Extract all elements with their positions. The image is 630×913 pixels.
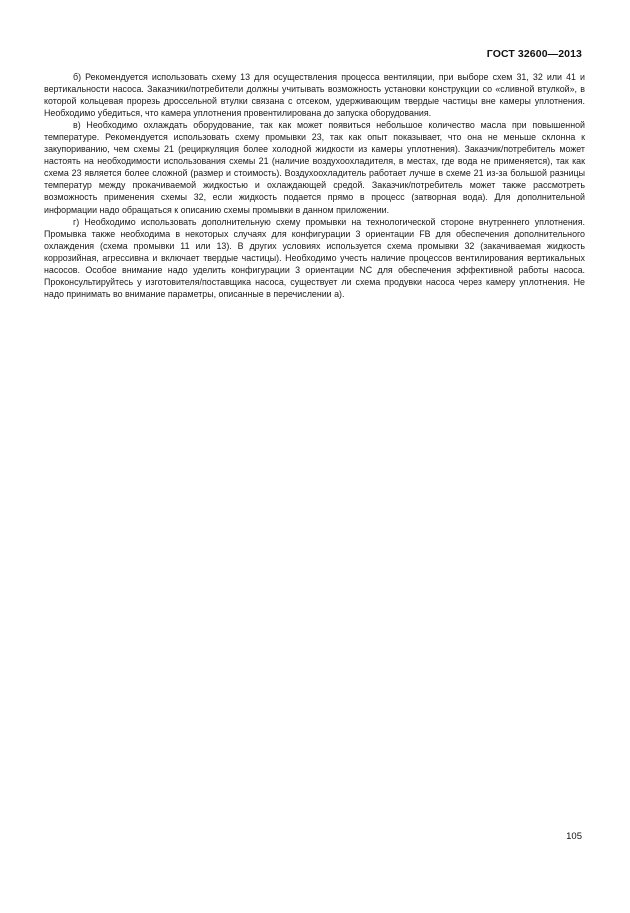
paragraph-b: б) Рекомендуется использовать схему 13 для осуществления процесса вентиляции, при выборе схем 31, 32 или 41 и вертикальности насоса. Заказчики/потребители должны учитывать возможность установки конструкции со «сливной втулкой», в которой кольцевая прорезь дроссельной втулки связана с отсеком, удерживающим твердые частицы вне камеры уплотнения. Необходимо убедиться, что камера уплотнения провентилирована до запуска оборудования.	[44, 72, 585, 119]
paragraph-g: г) Необходимо использовать дополнительную схему промывки на технологической стороне внутреннего уплотнения. Промывка также необходима в некоторых случаях для конфигурации 3 ориентации FB для обеспечения дополнительного охлаждения (схема промывки 11 или 13). В других условиях используется схема промывки 32 (закачиваемая жидкость коррозийная, агрессивна и включает твердые частицы). Необходимо учесть наличие процессов вентилирования вертикальных насосов. Особое внимание надо уделить конфигурации 3 ориентации NC для обеспечения эффективной работы насоса. Проконсультируйтесь у изготовителя/поставщика насоса, существует ли схема продувки насоса через камеру уплотнения. Не надо принимать во внимание параметры, описанные в перечислении а).	[44, 216, 585, 299]
paragraph-v: в) Необходимо охлаждать оборудование, так как может появиться небольшое количество масла при повышенной температуре. Рекомендуется использовать схему промывки 23, так как опыт показывает, что она не меньше склонна к закупориванию, чем схемы 21 (рециркуляция более холодной жидкости из камеры уплотнения). Заказчик/потребитель может настоять на необходимости использования схемы 21 (наличие воздухоохладителя, в местах, где вода не применяется), так как схема 23 является более сложной (размер и стоимость). Воздухоохладитель работает лучше в схеме 21 из-за большой разницы температур между прокачиваемой жидкостью и охлаждающей средой. Заказчик/потребитель может также рассмотреть возможность применения схемы 32, если жидкость подается прямо в процесс (затворная вода). Для дополнительной информации надо обращаться к описанию схемы промывки в данном приложении.	[44, 120, 585, 215]
body-text	[44, 71, 585, 300]
document-header: ГОСТ 32600—2013	[486, 48, 582, 60]
page-number: 105	[566, 831, 582, 842]
